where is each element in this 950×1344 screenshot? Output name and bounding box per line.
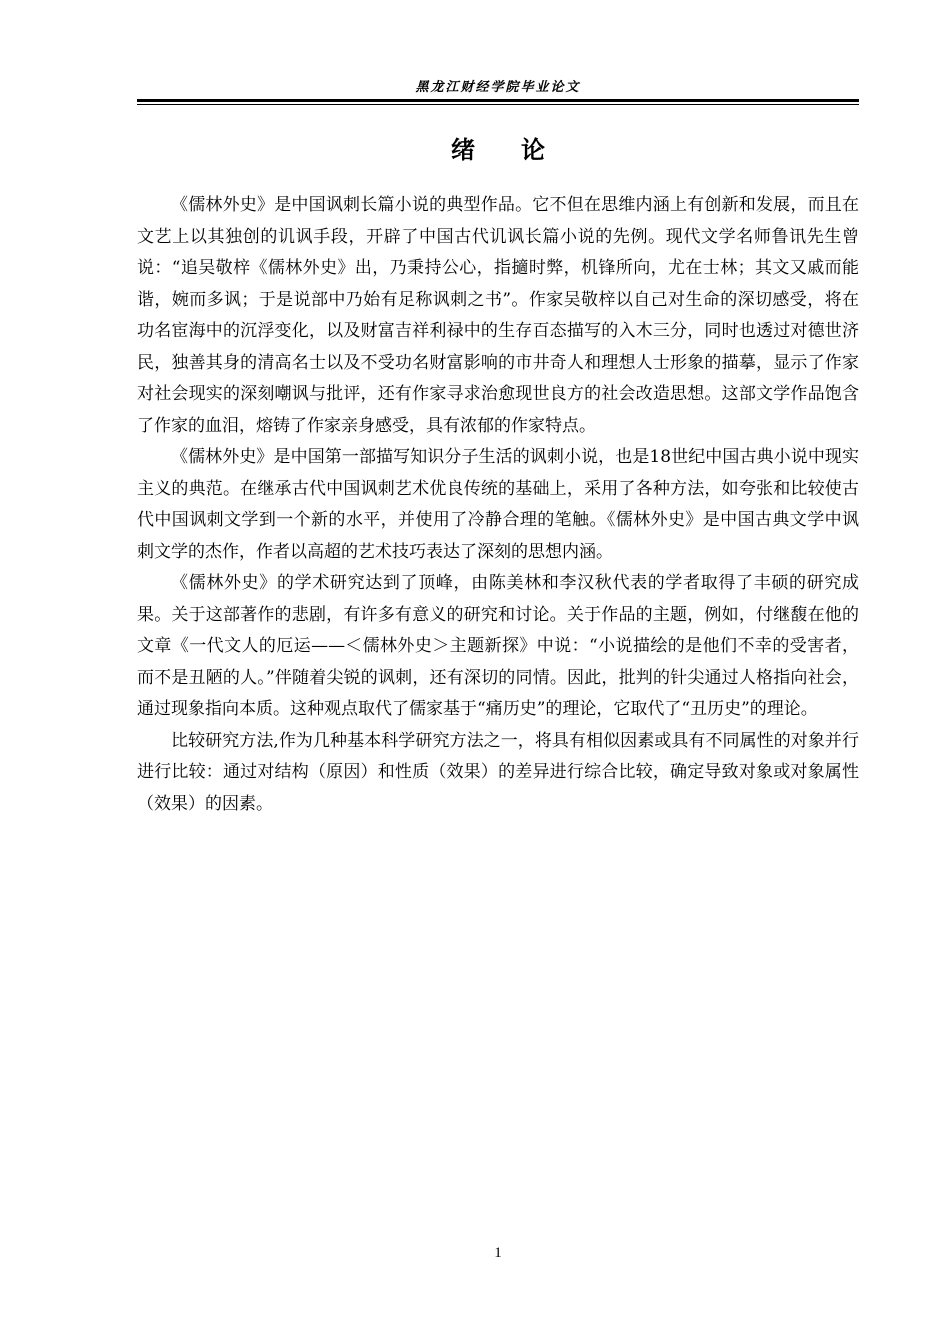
header-rule-thin xyxy=(137,104,859,105)
paragraph: 《儒林外史》是中国讽刺长篇小说的典型作品。它不但在思维内涵上有创新和发展，而且在文艺上以其独创的讥讽手段，开辟了中国古代讥讽长篇小说的先例。现代文学名师鲁讯先生曾说：“追吴敬梓《儒林外史》出，乃秉持公心，指擿时弊，机锋所向，尤在士林；其文又戚而能谐，婉而多讽；于是说部中乃始有足称讽刺之书”。作家吴敬梓以自己对生命的深切感受，将在功名宦海中的沉浮变化，以及财富吉祥利禄中的生存百态描写的入木三分，同时也透过对德世济民，独善其身的清高名士以及不受功名财富影响的市井奇人和理想人士形象的描摹，显示了作家对社会现实的深刻嘲讽与批评，还有作家寻求治愈现世良方的社会改造思想。这部文学作品饱含了作家的血泪，熔铸了作家亲身感受，具有浓郁的作家特点。 xyxy=(137,195,859,436)
paragraph: 《儒林外史》是中国第一部描写知识分子生活的讽刺小说，也是18世纪中国古典小说中现实主义的典范。在继承古代中国讽刺艺术优良传统的基础上，采用了各种方法，如夸张和比较使古代中国讽刺文学到一个新的水平，并使用了冷静合理的笔触。《儒林外史》是中国古典文学中讽刺文学的杰作，作者以高超的艺术技巧表达了深刻的思想内涵。 xyxy=(137,447,859,562)
chapter-title xyxy=(137,133,859,167)
paragraph: 比较研究方法,作为几种基本科学研究方法之一，将具有相似因素或具有不同属性的对象并行进行比较：通过对结构（原因）和性质（效果）的差异进行综合比较，确定导致对象或对象属性（效果）的因素。 xyxy=(137,730,859,814)
paragraph: 《儒林外史》的学术研究达到了顶峰，由陈美林和李汉秋代表的学者取得了丰硕的研究成果。关于这部著作的悲剧，有许多有意义的研究和讨论。关于作品的主题，例如，付继馥在他的文章《一代文人的厄运——＜儒林外史＞主题新探》中说：“小说描绘的是他们不幸的受害者，而不是丑陋的人。”伴随着尖锐的讽刺，还有深切的同情。因此，批判的针尖通过人格指向社会，通过现象指向本质。这种观点取代了儒家基于“痛历史”的理论，它取代了“丑历史”的理论。 xyxy=(137,573,859,719)
chapter-title-part1: 绪 xyxy=(451,136,475,164)
page-number: 1 xyxy=(494,1245,502,1261)
header-rule-thick xyxy=(137,99,859,102)
running-header: 黑龙江财经学院毕业论文 xyxy=(415,80,581,95)
body-text xyxy=(137,190,859,820)
chapter-title-part2: 论 xyxy=(521,136,545,164)
